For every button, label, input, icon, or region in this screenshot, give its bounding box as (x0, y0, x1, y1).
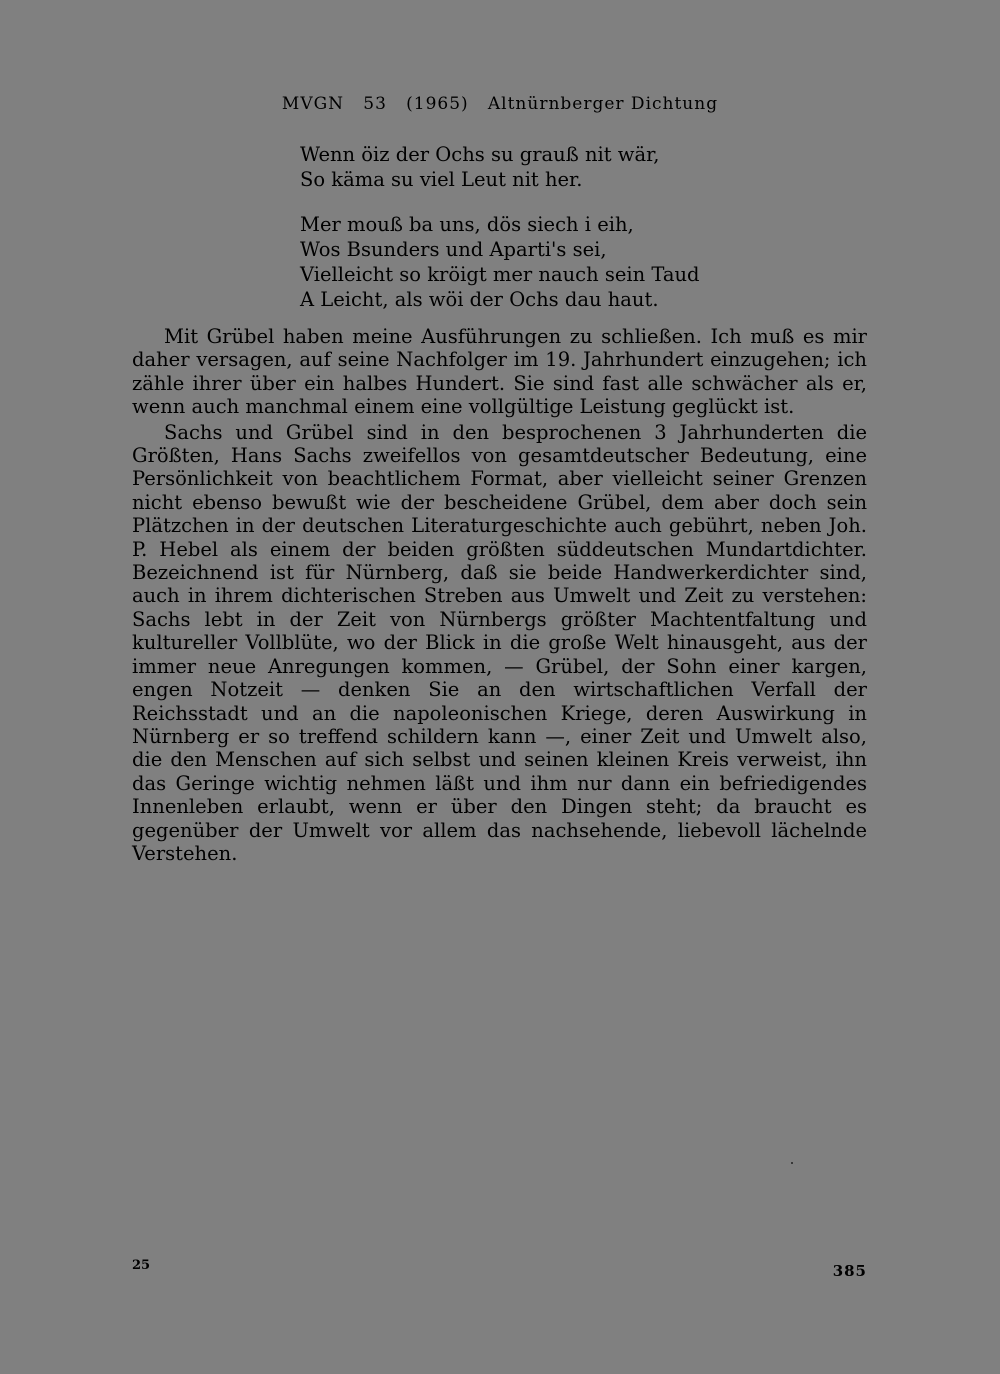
volume-number: 53 (363, 94, 387, 114)
paragraph-2: Sachs und Grübel sind in den besprochenen 3 Jahrhunderten die Größten, Hans Sachs zweifellos von gesamtdeutscher Bedeutung, eine Persönlichkeit von beachtlichem Format, aber vielleicht seiner Grenzen nicht ebenso bewußt wie der bescheidene Grübel, dem aber doch sein Plätzchen in der deutschen Literaturgeschichte auch gebührt, neben Joh. P. Hebel als einem der beiden größten süddeutschen Mundartdichter. Bezeichnend ist für Nürnberg, daß sie beide Handwerkerdichter sind, auch in ihrem dichterischen Streben aus Umwelt und Zeit zu verstehen: Sachs lebt in der Zeit von Nürnbergs größter Machtentfaltung und kultureller Vollblüte, wo der Blick in die große Welt hinausgeht, aus der immer neue Anregungen kommen, — Grübel, der Sohn einer kargen, engen Notzeit — denken Sie an den wirtschaftlichen Verfall der Reichsstadt und an die napoleonischen Kriege, deren Auswirkung in Nürnberg er so treffend schildern kann —, einer Zeit und Umwelt also, die den Menschen auf sich selbst und seinen kleinen Kreis verweist, ihn das Geringe wichtig nehmen läßt und ihm nur dann ein befriedigendes Innenleben erlaubt, wenn er über den Dingen steht; da braucht es gegenüber der Umwelt vor allem das nachsehende, liebevoll lächelnde Verstehen. (132, 420, 867, 865)
ink-speck (791, 1162, 793, 1164)
verse-line: A Leicht, als wöi der Ochs dau haut. (300, 288, 659, 311)
running-header (0, 94, 1000, 114)
stanza-2 (300, 212, 700, 312)
volume-year: (1965) (406, 94, 469, 114)
poem-excerpt (300, 142, 700, 332)
verse-line: Wos Bsunders und Aparti's sei, (300, 238, 607, 261)
verse-line: Vielleicht so kröigt mer nauch sein Taud (300, 263, 700, 286)
verse-line: Mer mouß ba uns, dös siech i eih, (300, 213, 634, 236)
stanza-1 (300, 142, 700, 192)
article-title: Altnürnberger Dichtung (487, 94, 719, 114)
signature-mark: 25 (132, 1258, 151, 1273)
verse-line: Wenn öiz der Ochs su grauß nit wär, (300, 143, 660, 166)
journal-abbrev: MVGN (281, 94, 345, 114)
body-text (132, 325, 867, 867)
paragraph-1: Mit Grübel haben meine Ausführungen zu schließen. Ich muß es mir daher versagen, auf seine Nachfolger im 19. Jahrhundert einzugehen; ich zähle ihrer über ein halbes Hundert. Sie sind fast alle schwächer als er, wenn auch manchmal einem eine vollgültige Leistung geglückt ist. (132, 325, 867, 419)
verse-line: So käma su viel Leut nit her. (300, 168, 583, 191)
page-number: 385 (832, 1262, 867, 1280)
